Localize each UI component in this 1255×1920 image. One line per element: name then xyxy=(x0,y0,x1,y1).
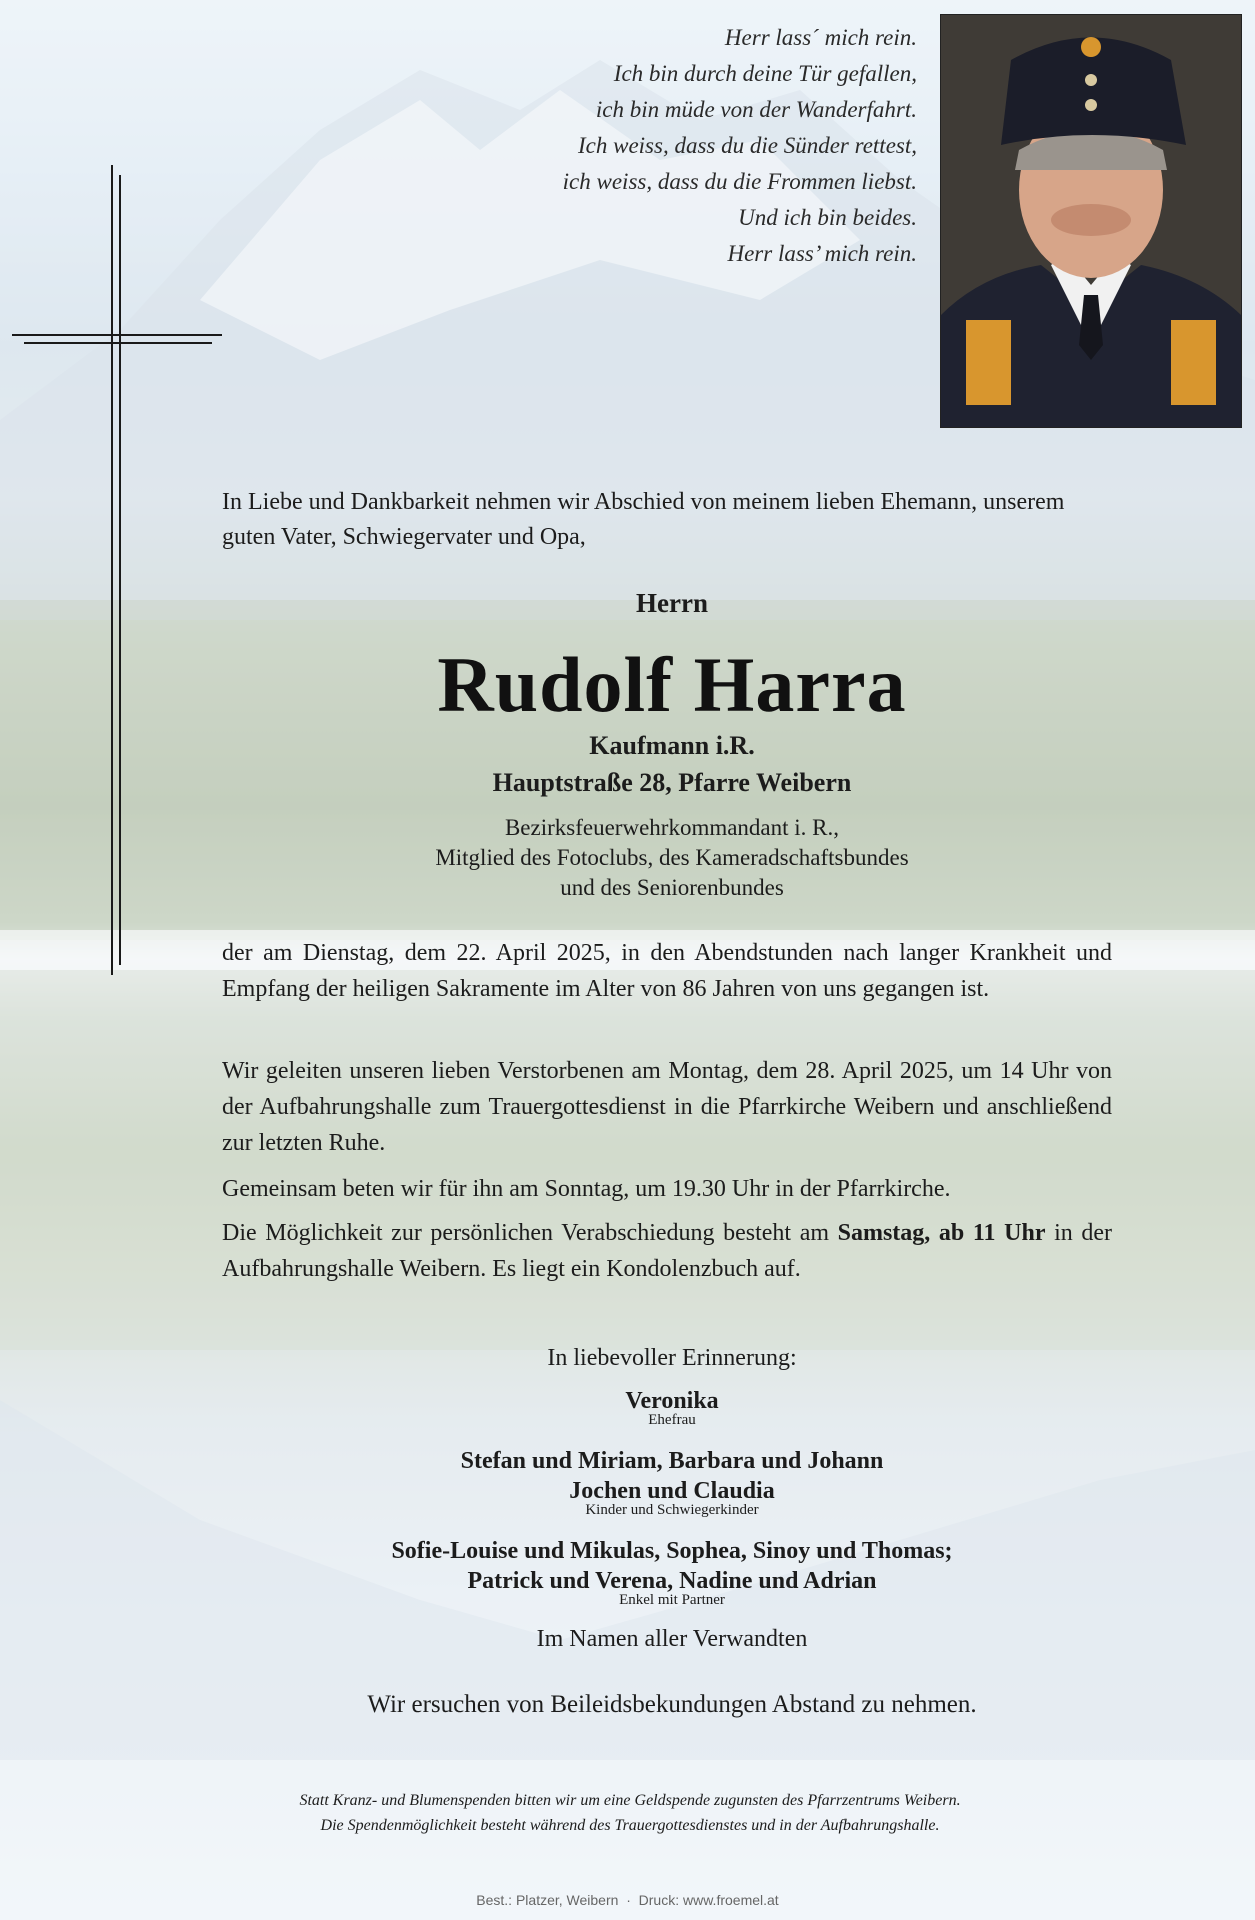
family-wife xyxy=(222,1386,1122,1428)
poem xyxy=(397,20,917,272)
donation-line: Statt Kranz- und Blumenspenden bitten wir um eine Geldspende zugunsten des Pfarrzentrums Weibern. xyxy=(299,1792,961,1809)
grandchildren-names: Patrick und Verena, Nadine und Adrian xyxy=(467,1568,877,1594)
poem-line: Herr lass´ mich rein. xyxy=(724,25,917,50)
intro-text: In Liebe und Dankbarkeit nehmen wir Abschied von meinem lieben Ehemann, unserem guten Vater, Schwiegervater und Opa, xyxy=(222,489,1065,550)
role-line: Bezirksfeuerwehrkommandant i. R., xyxy=(504,815,840,840)
undertaker: Best.: Platzer, Weibern xyxy=(476,1892,619,1908)
donation-line: Die Spendenmöglichkeit besteht während des Trauergottesdienstes und in der Aufbahrungshalle. xyxy=(320,1817,940,1834)
poem-line: ich bin müde von der Wanderfahrt. xyxy=(595,97,917,122)
donation-note xyxy=(130,1788,1130,1838)
poem-line: Und ich bin beides. xyxy=(738,205,917,230)
wife-name: Veronika xyxy=(625,1388,719,1414)
poem-line: Herr lass’ mich rein. xyxy=(727,241,917,266)
portrait-photo xyxy=(940,14,1242,428)
family-grandchildren xyxy=(222,1536,1122,1608)
salutation: Herrn xyxy=(636,588,708,618)
farewell-text: Die Möglichkeit zur persönlichen Verabschiedung besteht am xyxy=(222,1220,838,1246)
prayer-info: Gemeinsam beten wir für ihn am Sonntag, um 19.30 Uhr in der Pfarrkirche. xyxy=(222,1176,951,1202)
latin-cross-icon xyxy=(12,165,222,975)
deceased-name: Rudolf Harra xyxy=(437,641,907,728)
relatives-line: Im Namen aller Verwandten xyxy=(536,1626,808,1652)
address: Hauptstraße 28, Pfarre Weibern xyxy=(492,768,852,797)
grandchildren-role: Enkel mit Partner xyxy=(619,1592,725,1608)
funeral-info: Wir geleiten unseren lieben Verstorbenen am Montag, dem 28. April 2025, um 14 Uhr von der Aufbahrungshalle zum Trauergottesdienst in die Pfarrkirche Weibern und anschließend zur letzten Ruhe. xyxy=(222,1058,1112,1156)
farewell-time: Samstag, ab 11 Uhr xyxy=(837,1220,1046,1246)
grandchildren-names: Sofie-Louise und Mikulas, Sophea, Sinoy und Thomas; xyxy=(391,1538,953,1564)
condolence-request: Wir ersuchen von Beileidsbekundungen Abstand zu nehmen. xyxy=(367,1691,977,1718)
profession: Kaufmann i.R. xyxy=(589,731,755,760)
children-role: Kinder und Schwiegerkinder xyxy=(585,1502,759,1518)
poem-line: Ich bin durch deine Tür gefallen, xyxy=(613,61,917,86)
children-names: Stefan und Miriam, Barbara und Johann xyxy=(460,1448,884,1474)
wife-role: Ehefrau xyxy=(648,1412,696,1428)
children-names: Jochen und Claudia xyxy=(569,1478,775,1504)
farewell-info xyxy=(222,1215,1112,1287)
death-notice: der am Dienstag, dem 22. April 2025, in den Abendstunden nach langer Krankheit und Empfang der heiligen Sakramente im Alter von 86 Jahren von uns gegangen ist. xyxy=(222,940,1112,1002)
print-shop: Druck: www.froemel.at xyxy=(638,1892,779,1908)
printer-credit xyxy=(0,1892,1255,1908)
poem-line: Ich weiss, dass du die Sünder rettest, xyxy=(577,133,917,158)
family-children xyxy=(222,1446,1122,1518)
poem-line: ich weiss, dass du die Frommen liebst. xyxy=(562,169,917,194)
roles xyxy=(222,813,1122,903)
farewell-text: in der Aufbahrungshalle Weibern. Es liegt ein Kondolenzbuch auf. xyxy=(222,1220,1112,1282)
role-line: und des Seniorenbundes xyxy=(560,875,784,900)
memory-heading: In liebevoller Erinnerung: xyxy=(547,1345,797,1371)
role-line: Mitglied des Fotoclubs, des Kameradschaftsbundes xyxy=(435,845,909,870)
separator: · xyxy=(626,1892,631,1908)
